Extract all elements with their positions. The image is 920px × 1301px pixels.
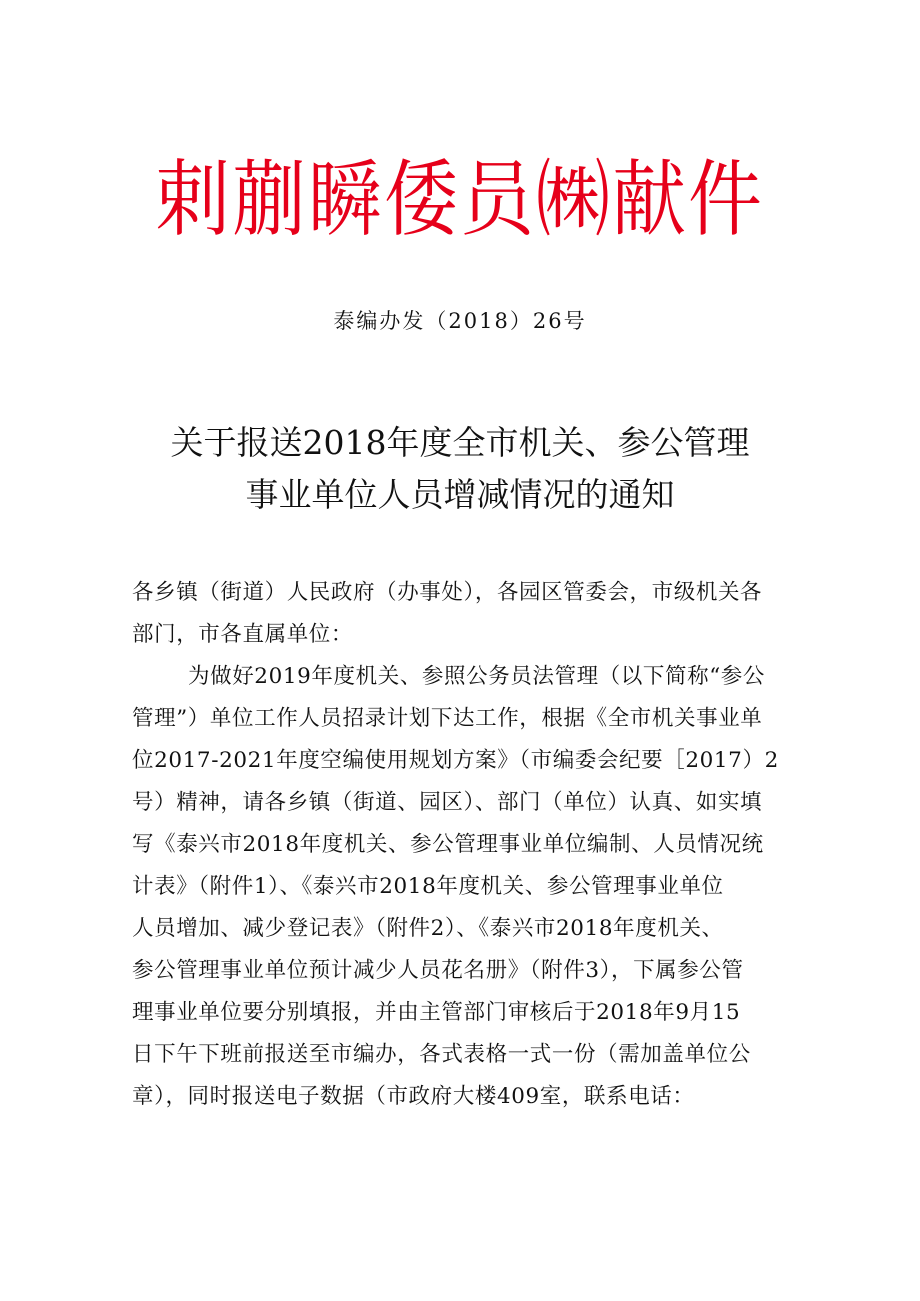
masthead-title: 剌蒯瞬倭员㈱献件	[156, 151, 764, 249]
body-line: 位2017-2021年度空编使用规划方案》（市编委会纪要［2017）2	[132, 748, 779, 773]
body-line: 章），同时报送电子数据（市政府大楼409室，联系电话：	[132, 1084, 695, 1109]
notice-title-line-1: 关于报送2018年度全市机关、参公管理	[170, 423, 750, 462]
document-number: 泰编办发（2018）26号	[333, 309, 587, 333]
body-line: 写《泰兴市2018年度机关、参公管理事业单位编制、人员情况统	[132, 832, 764, 857]
body-line: 管理”）单位工作人员招录计划下达工作，根据《全市机关事业单	[132, 706, 763, 731]
salutation-line: 部门，市各直属单位：	[132, 622, 354, 647]
body-line: 日下午下班前报送至市编办，各式表格一式一份（需加盖单位公	[132, 1042, 751, 1067]
body-line: 号）精神，请各乡镇（街道、园区）、部门（单位）认真、如实填	[132, 790, 763, 815]
body-paragraph	[132, 656, 792, 1118]
body-line: 计表》（附件1）、《泰兴市2018年度机关、参公管理事业单位	[132, 874, 724, 899]
body-line: 理事业单位要分别填报，并由主管部门审核后于2018年9月15	[132, 1000, 741, 1025]
body-line: 人员增加、减少登记表》（附件2）、《泰兴市2018年度机关、	[132, 916, 724, 941]
salutation-line: 各乡镇（街道）人民政府（办事处），各园区管委会，市级机关各	[132, 580, 763, 605]
body-line: 参公管理事业单位预计减少人员花名册》（附件3），下属参公管	[132, 958, 744, 983]
notice-title-line-2: 事业单位人员增减情况的通知	[245, 475, 675, 514]
body-line: 为做好2019年度机关、参照公务员法管理（以下简称“参公	[188, 664, 766, 689]
salutation	[132, 572, 792, 656]
